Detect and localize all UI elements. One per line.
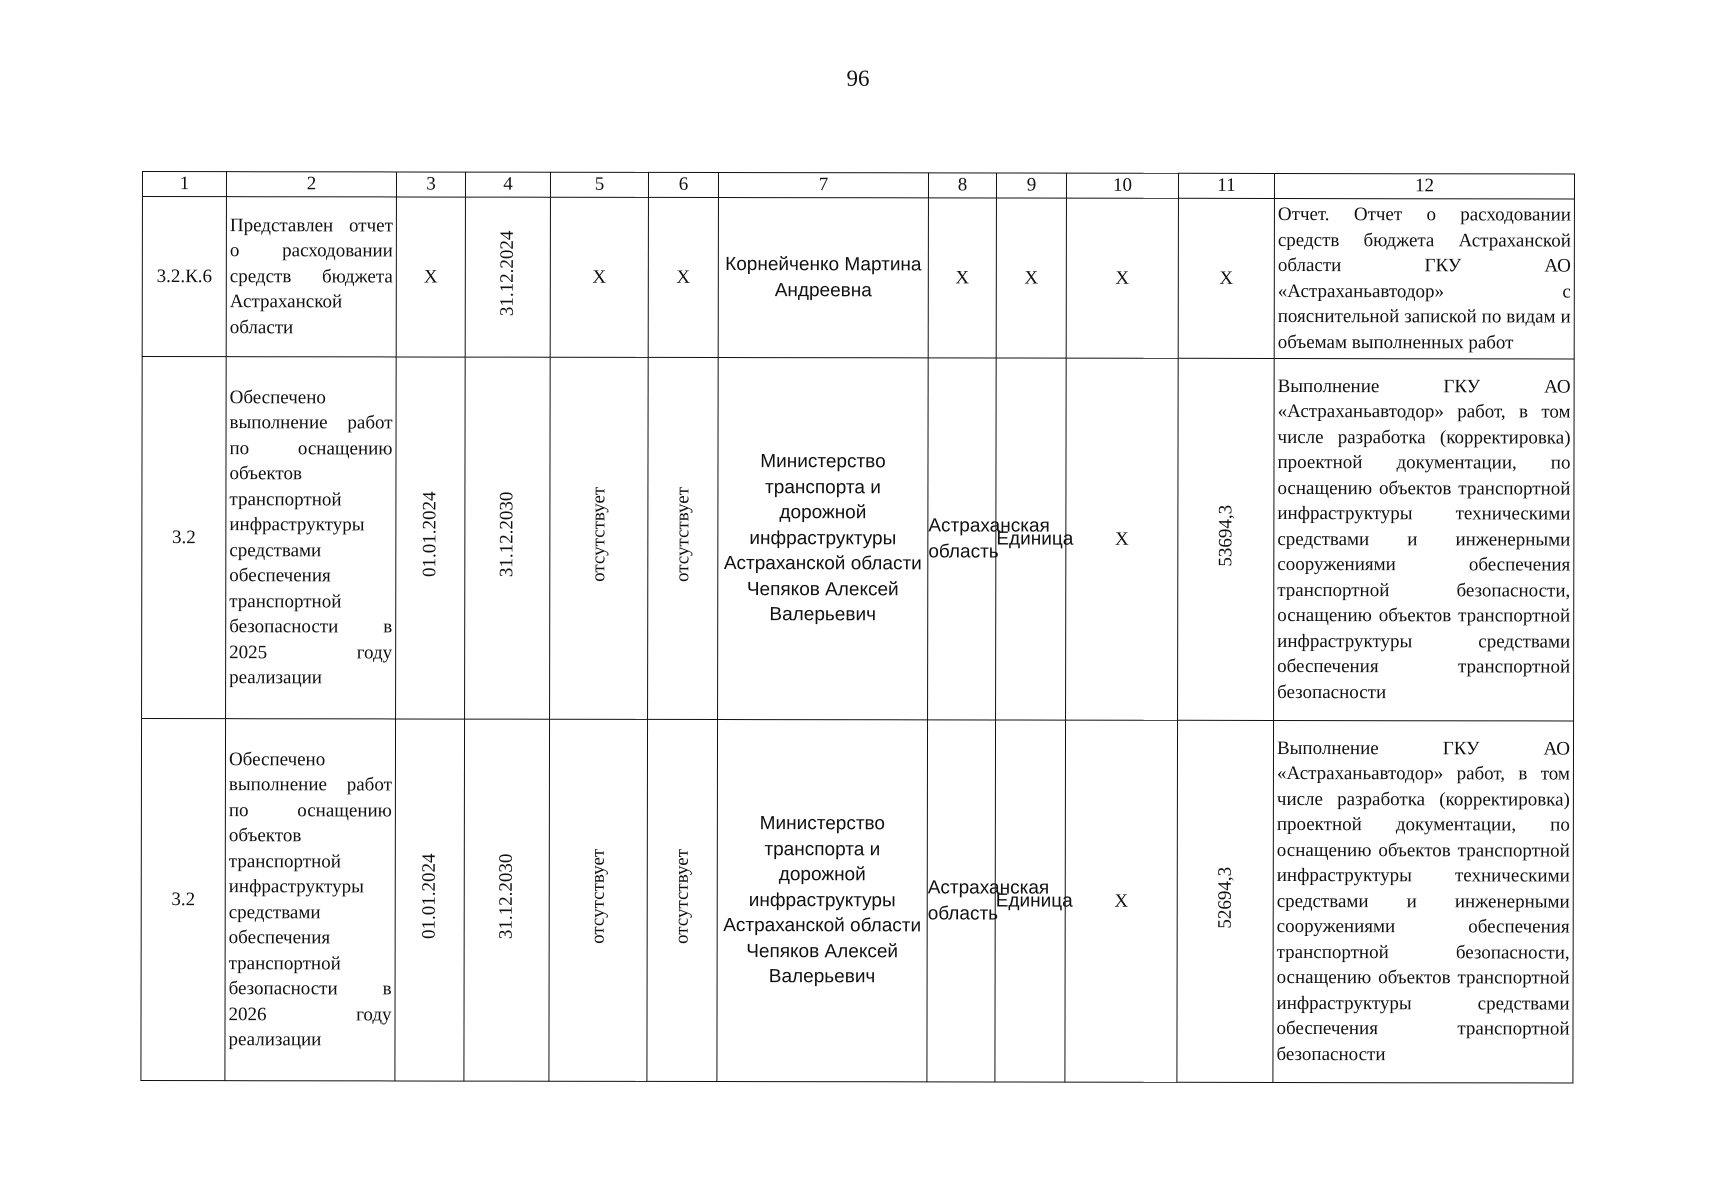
cell-col5 <box>550 357 649 719</box>
cell-col8: Х <box>928 198 996 358</box>
cell-col6 <box>648 357 719 719</box>
start-date-cell <box>395 719 465 1081</box>
cell-col10: Х <box>1066 358 1179 720</box>
start-date-cell <box>396 357 466 719</box>
cell-col10: Х <box>1066 198 1178 358</box>
row-number: 3.2 <box>141 719 226 1081</box>
end-date-cell <box>464 719 550 1081</box>
unit: Единица <box>996 358 1067 720</box>
cell-col6 <box>647 719 718 1081</box>
table-row <box>142 357 1575 721</box>
column-header: 3 <box>396 172 465 197</box>
absent-text: отсутствует <box>671 849 693 945</box>
column-header: 11 <box>1178 173 1274 198</box>
cell-col11: Х <box>1178 198 1274 358</box>
cell-col5 <box>549 719 648 1081</box>
end-date-cell <box>465 197 550 357</box>
amount-cell <box>1178 358 1275 720</box>
result-description: Отчет. Отчет о расходовании средств бюджета Астраханской области ГКУ АО «Астраханьавтодор» с пояснительной запиской по видам и объемам выполненных работ <box>1274 198 1574 359</box>
region: Астраханская область <box>928 358 997 720</box>
start-date: Х <box>396 197 465 357</box>
cell-col5: Х <box>550 197 648 357</box>
column-header: 12 <box>1274 173 1574 199</box>
amount: 53694,3 <box>1214 504 1236 567</box>
column-header: 7 <box>718 173 928 198</box>
plan-table <box>140 171 1575 1083</box>
table-row <box>141 719 1574 1083</box>
region: Астраханская область <box>927 720 996 1082</box>
end-date-cell <box>465 357 551 719</box>
responsible-person: Министерство транспорта и дорожной инфраструктуры Астраханской области Чепяков Алексей Валерьевич <box>718 358 929 720</box>
column-header: 10 <box>1066 173 1178 198</box>
result-name: Обеспечено выполнение работ по оснащению объектов транспортной инфраструктуры средствами обеспечения транспортной безопасности в 2025 году реализации <box>226 357 397 719</box>
responsible-person: Корнейченко Мартина Андреевна <box>718 198 928 358</box>
result-name: Представлен отчет о расходовании средств бюджета Астраханской области <box>226 197 396 357</box>
end-date: 31.12.2024 <box>496 230 518 317</box>
responsible-person: Министерство транспорта и дорожной инфраструктуры Астраханской области Чепяков Алексей Валерьевич <box>717 720 928 1082</box>
start-date: 01.01.2024 <box>419 491 441 578</box>
result-description: Выполнение ГКУ АО «Астраханьавтодор» работ, в том числе разработка (корректировка) проектной документации, по оснащению объектов транспортной инфраструктуры техническими средствами и инженерными сооружениями обеспечения транспортной безопасности, оснащению объектов транспортной инфраструктуры средствами обеспечения транспортной безопасности <box>1274 358 1575 721</box>
absent-text: отсутствует <box>671 487 693 583</box>
page-number: 96 <box>846 66 870 91</box>
absent-text: отсутствует <box>587 848 609 945</box>
table-row <box>142 197 1574 359</box>
amount: 52694,3 <box>1214 866 1236 929</box>
amount-cell <box>1177 720 1274 1082</box>
cell-col10: Х <box>1065 720 1178 1082</box>
end-date: 31.12.2030 <box>495 853 517 940</box>
result-name: Обеспечено выполнение работ по оснащению объектов транспортной инфраструктуры средствами обеспечения транспортной безопасности в 2026 году реализации <box>225 719 396 1081</box>
row-number: 3.2.К.6 <box>142 197 226 357</box>
column-header: 5 <box>550 172 648 197</box>
column-header: 6 <box>648 172 718 197</box>
row-number: 3.2 <box>142 357 227 719</box>
column-header: 8 <box>928 173 996 198</box>
column-header: 9 <box>996 173 1066 198</box>
cell-col6: Х <box>648 197 718 357</box>
column-header: 4 <box>465 172 550 197</box>
table-header-row <box>142 172 1574 199</box>
column-header: 1 <box>142 172 226 197</box>
absent-text: отсутствует <box>587 486 609 583</box>
end-date: 31.12.2030 <box>496 491 518 578</box>
column-header: 2 <box>226 172 396 197</box>
unit: Единица <box>995 720 1066 1082</box>
start-date: 01.01.2024 <box>418 853 440 940</box>
cell-col9: Х <box>996 198 1066 358</box>
result-description: Выполнение ГКУ АО «Астраханьавтодор» работ, в том числе разработка (корректировка) проектной документации, по оснащению объектов транспортной инфраструктуры техническими средствами и инженерными сооружениями обеспечения транспортной безопасности, оснащению объектов транспортной инфраструктуры средствами обеспечения транспортной безопасности <box>1273 720 1574 1083</box>
